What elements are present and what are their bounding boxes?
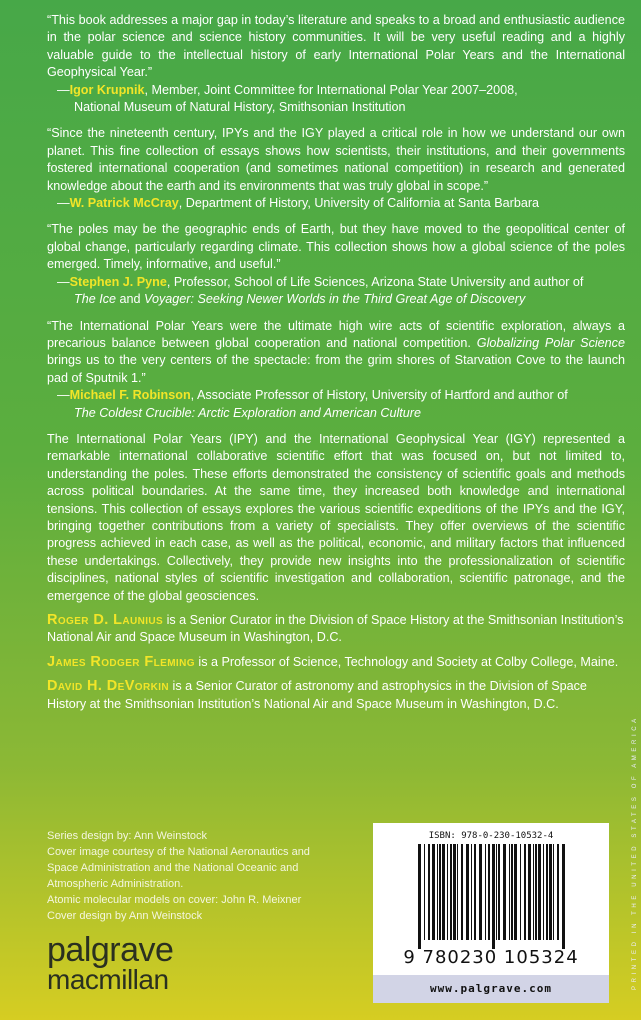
barcode-bar	[492, 844, 495, 949]
barcode-bar	[439, 844, 441, 940]
author-bio-text: is a Professor of Science, Technology and Society at Colby College, Maine.	[194, 654, 619, 669]
quote-text: “The poles may be the geographic ends of Earth, but they have moved to the geopolitical center of global change, particularly regarding climate. This collection shows how a global science of the poles emerged. Timely, informative, and useful.”	[47, 222, 625, 272]
author-bio	[47, 612, 625, 647]
barcode-bar	[528, 844, 531, 940]
publisher-website: www.palgrave.com	[373, 975, 609, 1003]
credit-line: Space Administration and the National Oceanic and	[47, 862, 299, 874]
endorser-title: , Member, Joint Committee for International Polar Year 2007–2008,	[144, 82, 518, 97]
book-description: The International Polar Years (IPY) and the International Geophysical Year (IGY) represented a remarkable international collaborative scientific effort that was focused on, but not limited to, understanding the poles. These efforts demonstrated the consistency of scientific goals and methods across political boundaries. At the same time, they increased both knowledge and international tensions. This collection of essays explores the various scientific expeditions of the IPYs and the IGY, bringing together contributions from a variety of specialists. They offer overviews of the scientific progress achieved in each case, as well as the political, economic, and military factors that influenced these undertakings. Collectively, they provide new insights into the professionalization of scientific disciplines, national styles of scientific investigation and collaboration, scientific patronage, and the emergence of the global geosciences.	[47, 431, 625, 603]
barcode-bar	[450, 844, 452, 940]
barcode-bar	[447, 844, 448, 940]
design-credits	[47, 828, 310, 924]
credit-line: Atmospheric Administration.	[47, 878, 184, 890]
barcode-bar	[538, 844, 541, 940]
quote-attribution: —Michael F. Robinson, Associate Professor of History, University of Hartford and author of The Coldest Crucible: Arctic Exploration and American Culture	[47, 387, 625, 422]
barcode-bar	[471, 844, 472, 940]
barcode-bar	[432, 844, 435, 940]
author-name: Roger D. Launius	[47, 612, 164, 628]
author-bio	[47, 654, 625, 671]
endorsement	[47, 12, 625, 116]
barcode-icon	[416, 844, 566, 949]
logo-line: palgrave	[47, 931, 174, 969]
endorser-title: , Department of History, University of California at Santa Barbara	[178, 196, 540, 211]
barcode-bar	[466, 844, 469, 940]
credit-line: Cover image courtesy of the National Aeronautics and	[47, 846, 310, 858]
book-title: The Coldest Crucible: Arctic Exploration and American Culture	[74, 405, 421, 420]
author-bio-text: is a Senior Curator of astronomy and astrophysics in the Division of Space History at the Smithsonian Institution’s National Air and Space Museum in Washington, D.C.	[47, 679, 587, 711]
quote-attribution: —Igor Krupnik, Member, Joint Committee for International Polar Year 2007–2008, National Museum of Natural History, Smithsonian Institution	[47, 82, 625, 117]
barcode-bar	[562, 844, 565, 949]
barcode-bar	[514, 844, 517, 940]
barcode-bar	[418, 844, 421, 949]
book-title: Globalizing Polar Science	[476, 335, 625, 350]
barcode-bar	[498, 844, 500, 940]
barcode-bar	[557, 844, 559, 940]
endorsement	[47, 318, 625, 422]
conjunction: and	[116, 292, 145, 307]
barcode-bar	[428, 844, 430, 940]
logo-line: macmillan	[47, 964, 169, 995]
quote-text: “Since the nineteenth century, IPYs and the IGY played a critical role in how we understand our own planet. This fine collection of essays shows how scientists, their institutions, and their governments fostered international cooperation (and sometimes national competition) in research and generated knowledge about the earth and its environments that was truly global in scope.”	[47, 126, 625, 193]
quote-attribution: —W. Patrick McCray, Department of History, University of California at Santa Barbara	[57, 196, 540, 211]
barcode-bar	[474, 844, 476, 940]
endorser-title: , Professor, School of Life Sciences, Arizona State University and author of	[166, 274, 584, 289]
barcode-bar	[457, 844, 458, 940]
printed-in-note: PRINTED IN THE UNITED STATES OF AMERICA	[632, 715, 638, 990]
isbn-text: ISBN: 978-0-230-10532-4	[428, 831, 554, 841]
barcode-bar	[553, 844, 554, 940]
book-title: Voyager: Seeking Newer Worlds in the Third Great Age of Discovery	[144, 292, 526, 307]
barcode-bar	[535, 844, 537, 940]
author-name: James Rodger Fleming	[47, 653, 195, 670]
quote-text	[47, 318, 625, 388]
endorser-name: W. Patrick McCray	[69, 196, 179, 211]
barcode-bar	[424, 844, 425, 940]
author-bio-text: is a Senior Curator in the Division of Space History at the Smithsonian Institution’s National Air and Space Museum in Washington, D.C.	[47, 613, 624, 645]
endorser-books	[57, 291, 625, 308]
quote-part: “The International Polar Years were the ultimate high wire acts of scientific exploration, always a precarious balance between global cooperation and national competition.	[47, 318, 625, 350]
barcode-box	[373, 823, 609, 1003]
barcode-bar	[488, 844, 490, 940]
barcode-bar	[453, 844, 456, 940]
barcode-bar	[546, 844, 548, 940]
publisher-logo	[47, 931, 174, 995]
endorser-affiliation: National Museum of Natural History, Smithsonian Institution	[74, 100, 406, 115]
barcode-bar	[520, 844, 521, 940]
barcode-bar	[511, 844, 513, 940]
endorsement	[47, 125, 625, 212]
barcode-bar	[509, 844, 510, 940]
barcode-bar	[549, 844, 552, 940]
barcode-bar	[543, 844, 544, 940]
back-cover-text	[47, 12, 625, 713]
endorser-name: Michael F. Robinson	[69, 388, 191, 403]
barcode-bar	[496, 844, 497, 940]
barcode-bar	[461, 844, 463, 940]
barcode-bar	[437, 844, 438, 940]
quote-part: brings us to the very centers of the spectacle: from the grim shores of Starvation Cove to the launch pad of Sputnik 1.”	[47, 353, 625, 385]
credit-line: Atomic molecular models on cover: John R. Meixner	[47, 894, 302, 906]
quote-text: “This book addresses a major gap in today’s literature and speaks to a broad and enthusiastic audience in the polar science and science history communities. It will be very useful reading and a highly valuable guide to the intellectual history of early International Polar Years and the International Geophysical Year.”	[47, 13, 625, 80]
book-title: The Ice	[74, 292, 116, 307]
barcode-bar	[524, 844, 526, 940]
barcode-digits: 9 780230 105324	[403, 947, 579, 968]
endorser-books	[57, 405, 625, 422]
barcode-bar	[479, 844, 482, 940]
endorser-name: Stephen J. Pyne	[69, 274, 167, 289]
credit-line: Cover design by Ann Weinstock	[47, 910, 203, 922]
barcode-bar	[442, 844, 445, 940]
endorser-name: Igor Krupnik	[69, 82, 145, 97]
endorsement	[47, 221, 625, 308]
author-bio	[47, 678, 625, 713]
credit-line: Series design by: Ann Weinstock	[47, 830, 207, 842]
barcode-bar	[485, 844, 486, 940]
endorser-title: , Associate Professor of History, University of Hartford and author of	[190, 388, 568, 403]
quote-attribution: —Stephen J. Pyne, Professor, School of Life Sciences, Arizona State University and author of The Ice and Voyager: Seeking Newer Worlds in the Third Great Age of Discovery	[47, 274, 625, 309]
author-name: David H. DeVorkin	[47, 678, 170, 695]
barcode-bar	[533, 844, 534, 940]
barcode-bar	[503, 844, 506, 940]
